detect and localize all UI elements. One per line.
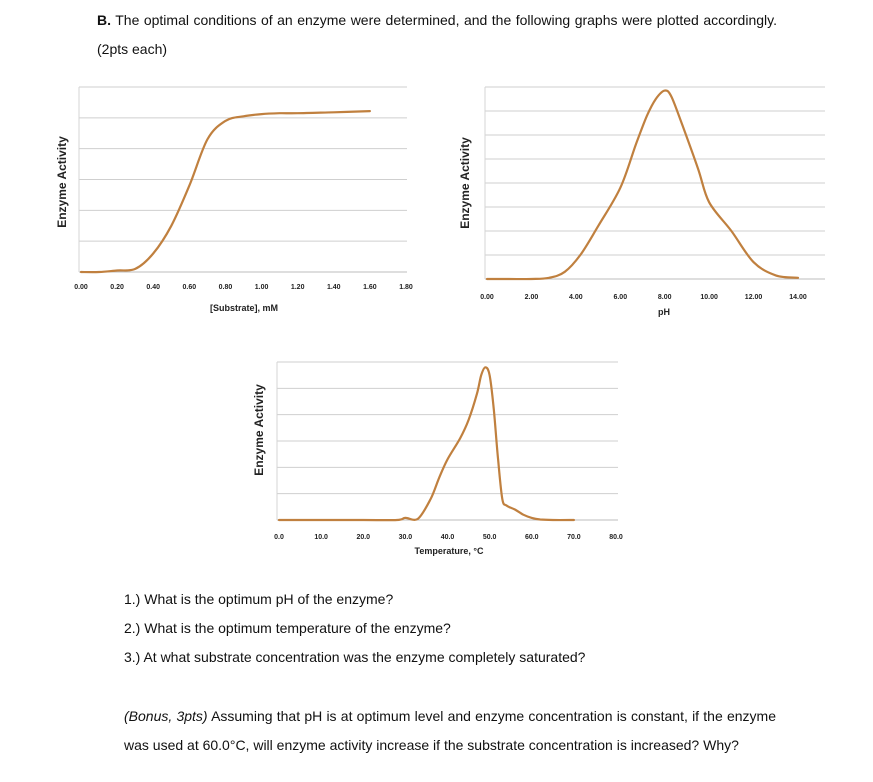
ph-xtick-label: 0.00 [480, 294, 494, 301]
substrate-chart [50, 75, 420, 330]
substrate-xtick-label: 0.20 [110, 284, 124, 291]
temperature-xtick-label: 0.0 [274, 534, 284, 541]
temperature-chart-gridlines [277, 362, 618, 520]
substrate-xtick-label: 1.40 [326, 284, 341, 291]
bonus-label: (Bonus, 3pts) [124, 708, 208, 724]
substrate-xtick-label: 1.00 [254, 284, 269, 291]
ph-xtick-label: 2.00 [524, 294, 539, 301]
ph-chart [455, 75, 835, 330]
temperature-chart-ylabel: Enzyme Activity [252, 384, 266, 476]
ph-chart-gridlines [485, 87, 825, 279]
substrate-xtick-label: 0.40 [146, 284, 161, 291]
ph-chart-xlabel: pH [658, 307, 670, 317]
substrate-xtick-label: 1.60 [363, 284, 377, 291]
ph-chart-ylabel: Enzyme Activity [458, 137, 472, 229]
substrate-curve [81, 111, 370, 272]
section-label: B. [97, 12, 111, 28]
question-list [124, 588, 824, 675]
intro-paragraph [97, 6, 777, 64]
question-1: 1.) What is the optimum pH of the enzyme? [124, 591, 394, 607]
substrate-xtick-label: 0.60 [182, 284, 197, 291]
temperature-curve [279, 367, 574, 520]
substrate-xtick-label: 1.80 [399, 284, 413, 291]
temperature-xtick-label: 80.0 [609, 534, 623, 541]
temperature-chart-xticks [274, 534, 623, 541]
temperature-xtick-label: 60.0 [524, 534, 539, 541]
substrate-xtick-label: 0.00 [74, 284, 88, 291]
ph-xtick-label: 12.00 [744, 294, 763, 301]
substrate-chart-ylabel: Enzyme Activity [55, 136, 69, 228]
ph-xtick-label: 4.00 [569, 294, 583, 301]
ph-xtick-label: 14.00 [789, 294, 807, 301]
intro-text: The optimal conditions of an enzyme were determined, and the following graphs were plotted accordingly. (2pts each) [97, 12, 777, 57]
temperature-xtick-label: 20.0 [356, 534, 371, 541]
substrate-chart-xticks [74, 284, 413, 291]
question-3: 3.) At what substrate concentration was the enzyme completely saturated? [124, 649, 586, 665]
ph-xtick-label: 6.00 [613, 294, 628, 301]
substrate-chart-xlabel: [Substrate], mM [209, 303, 279, 313]
ph-xtick-label: 8.00 [657, 294, 672, 301]
question-2: 2.) What is the optimum temperature of the enzyme? [124, 620, 451, 636]
substrate-xtick-label: 1.20 [290, 284, 305, 291]
temperature-xtick-label: 50.0 [482, 534, 497, 541]
temperature-chart [245, 350, 640, 565]
temperature-xtick-label: 40.0 [440, 534, 455, 541]
substrate-chart-gridlines [79, 87, 407, 272]
temperature-xtick-label: 30.0 [398, 534, 413, 541]
substrate-xtick-label: 0.80 [218, 284, 233, 291]
temperature-xtick-label: 10.0 [314, 534, 328, 541]
ph-chart-xticks [480, 294, 807, 301]
bonus-question [124, 702, 776, 760]
ph-curve [487, 91, 798, 280]
bonus-text: Assuming that pH is at optimum level and enzyme concentration is constant, if the enzyme was used at 60.0°C, will enzyme activity increase if the substrate concentration is increased? Why? [124, 708, 776, 753]
ph-xtick-label: 10.00 [700, 294, 718, 301]
temperature-chart-xlabel: Temperature, °C [414, 546, 484, 556]
temperature-xtick-label: 70.0 [567, 534, 581, 541]
